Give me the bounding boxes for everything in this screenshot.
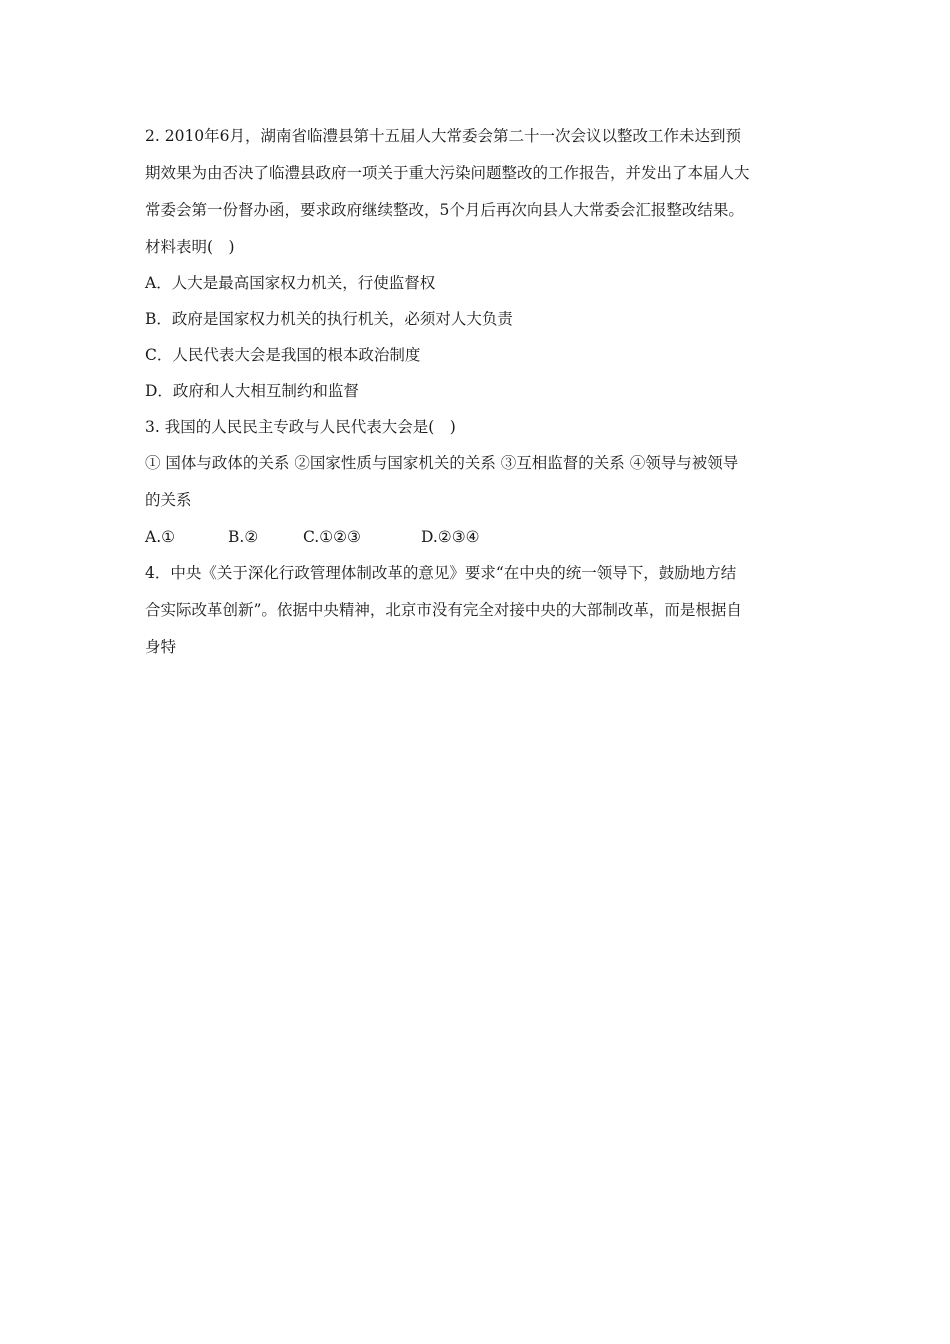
document-page: [145, 118, 810, 666]
q2-text-line-1: 2. 2010年6月，湖南省临澧县第十五届人大常委会第二十一次会议以整改工作未达到预: [145, 127, 742, 145]
q3-option-b: B.②: [228, 528, 259, 546]
q2-text-line-2: 期效果为由否决了临澧县政府一项关于重大污染问题整改的工作报告，并发出了本届人大: [145, 164, 750, 182]
question-2: [145, 118, 810, 409]
q3-items-line-2: 的关系: [145, 491, 192, 509]
q3-items-line-1: ① 国体与政体的关系 ②国家性质与国家机关的关系 ③互相监督的关系 ④领导与被领导: [145, 454, 739, 472]
q2-text-line-3: 常委会第一份督办函，要求政府继续整改，5个月后再次向县人大常委会汇报整改结果。: [145, 201, 744, 219]
q3-stem: 3. 我国的人民民主专政与人民代表大会是( ): [145, 418, 456, 436]
q2-option-c: C．人民代表大会是我国的根本政治制度: [145, 346, 421, 364]
q4-text-line-2: 合实际改革创新”。依据中央精神，北京市没有完全对接中央的大部制改革，而是根据自: [145, 601, 742, 619]
question-3: [145, 409, 810, 555]
q2-option-b: B．政府是国家权力机关的执行机关，必须对人大负责: [145, 310, 513, 328]
q3-option-c: C.①②③: [303, 528, 361, 546]
q2-option-d: D．政府和人大相互制约和监督: [145, 382, 359, 400]
question-4: [145, 555, 810, 666]
q4-text-line-1: 4．中央《关于深化行政管理体制改革的意见》要求“在中央的统一领导下，鼓励地方结: [145, 564, 737, 582]
q4-text-line-3: 身特: [145, 638, 177, 656]
q2-option-a: A．人大是最高国家权力机关，行使监督权: [145, 274, 436, 292]
q3-option-a: A.①: [145, 528, 176, 546]
q3-options: [145, 519, 810, 555]
q3-option-d: D.②③④: [421, 528, 480, 546]
q2-stem: 材料表明( ): [145, 238, 235, 256]
